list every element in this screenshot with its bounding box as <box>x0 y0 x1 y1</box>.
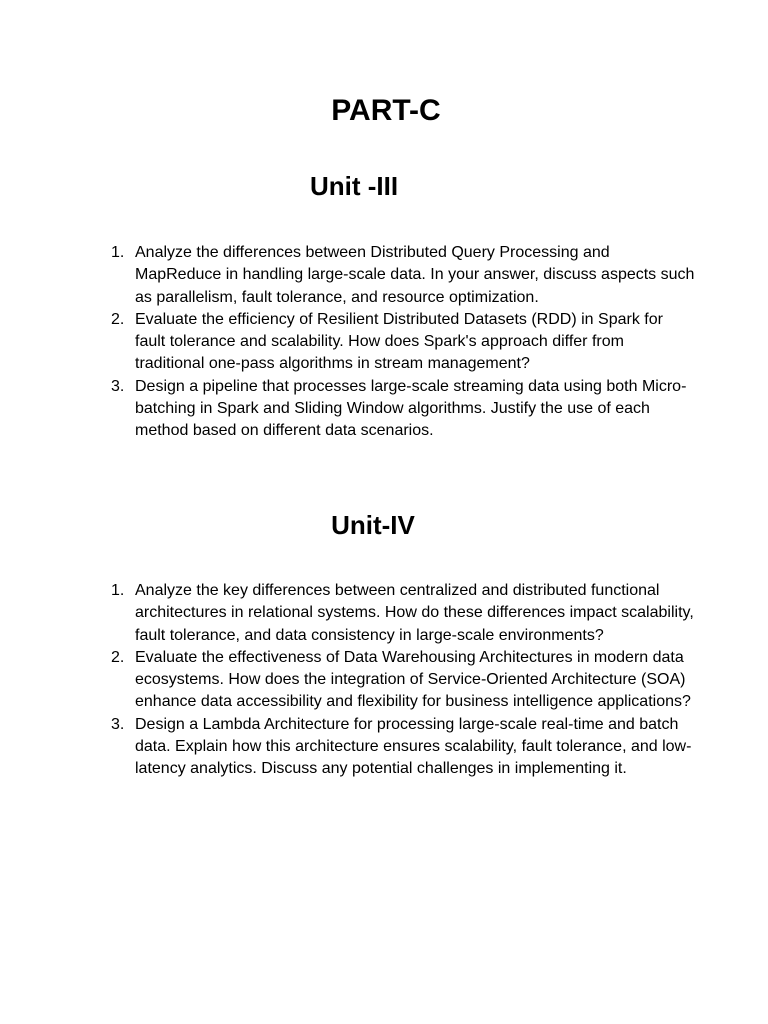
question-number: 3. <box>111 377 125 395</box>
unit-4-title: Unit-IV <box>331 510 415 540</box>
question-number: 2. <box>111 310 125 328</box>
question-text: Analyze the key differences between centralized and distributed functional architectures in relational systems. How do these differences impact scalability, fault tolerance, and data consistency in large-scale environments? <box>135 582 694 644</box>
question-item <box>111 376 695 443</box>
unit-3-title: Unit -III <box>309 171 399 201</box>
question-text: Design a Lambda Architecture for processing large-scale real-time and batch data. Explain how this architecture ensures scalability, fault tolerance, and low-latency analytics. Discuss any potential challenges in implementing it. <box>135 715 692 778</box>
question-item <box>111 309 695 376</box>
question-text: Evaluate the efficiency of Resilient Distributed Datasets (RDD) in Spark for fault tolerance and scalability. How does Spark's approach differ from traditional one-pass algorithms in stream management? <box>135 310 663 373</box>
question-number: 2. <box>111 648 125 666</box>
question-item <box>111 242 695 309</box>
question-item <box>111 647 695 714</box>
question-number: 1. <box>111 582 125 599</box>
question-number: 3. <box>111 715 125 733</box>
unit-3-question-list <box>111 242 695 443</box>
question-number: 1. <box>111 244 125 261</box>
question-item <box>111 580 695 647</box>
question-text: Analyze the differences between Distributed Query Processing and MapReduce in handling large-scale data. In your answer, discuss aspects such as parallelism, fault tolerance, and resource optimization. <box>135 244 695 306</box>
unit-4-question-list <box>111 580 695 781</box>
question-item <box>111 714 695 781</box>
question-text: Evaluate the effectiveness of Data Warehousing Architectures in modern data ecosystems. How does the integration of Service-Oriented Architecture (SOA) enhance data accessibility and flexibility for business intelligence applications? <box>135 648 691 711</box>
question-text: Design a pipeline that processes large-scale streaming data using both Micro-batching in Spark and Sliding Window algorithms. Justify the use of each method based on different data scenarios. <box>135 377 687 440</box>
part-title: PART-C <box>331 94 441 127</box>
